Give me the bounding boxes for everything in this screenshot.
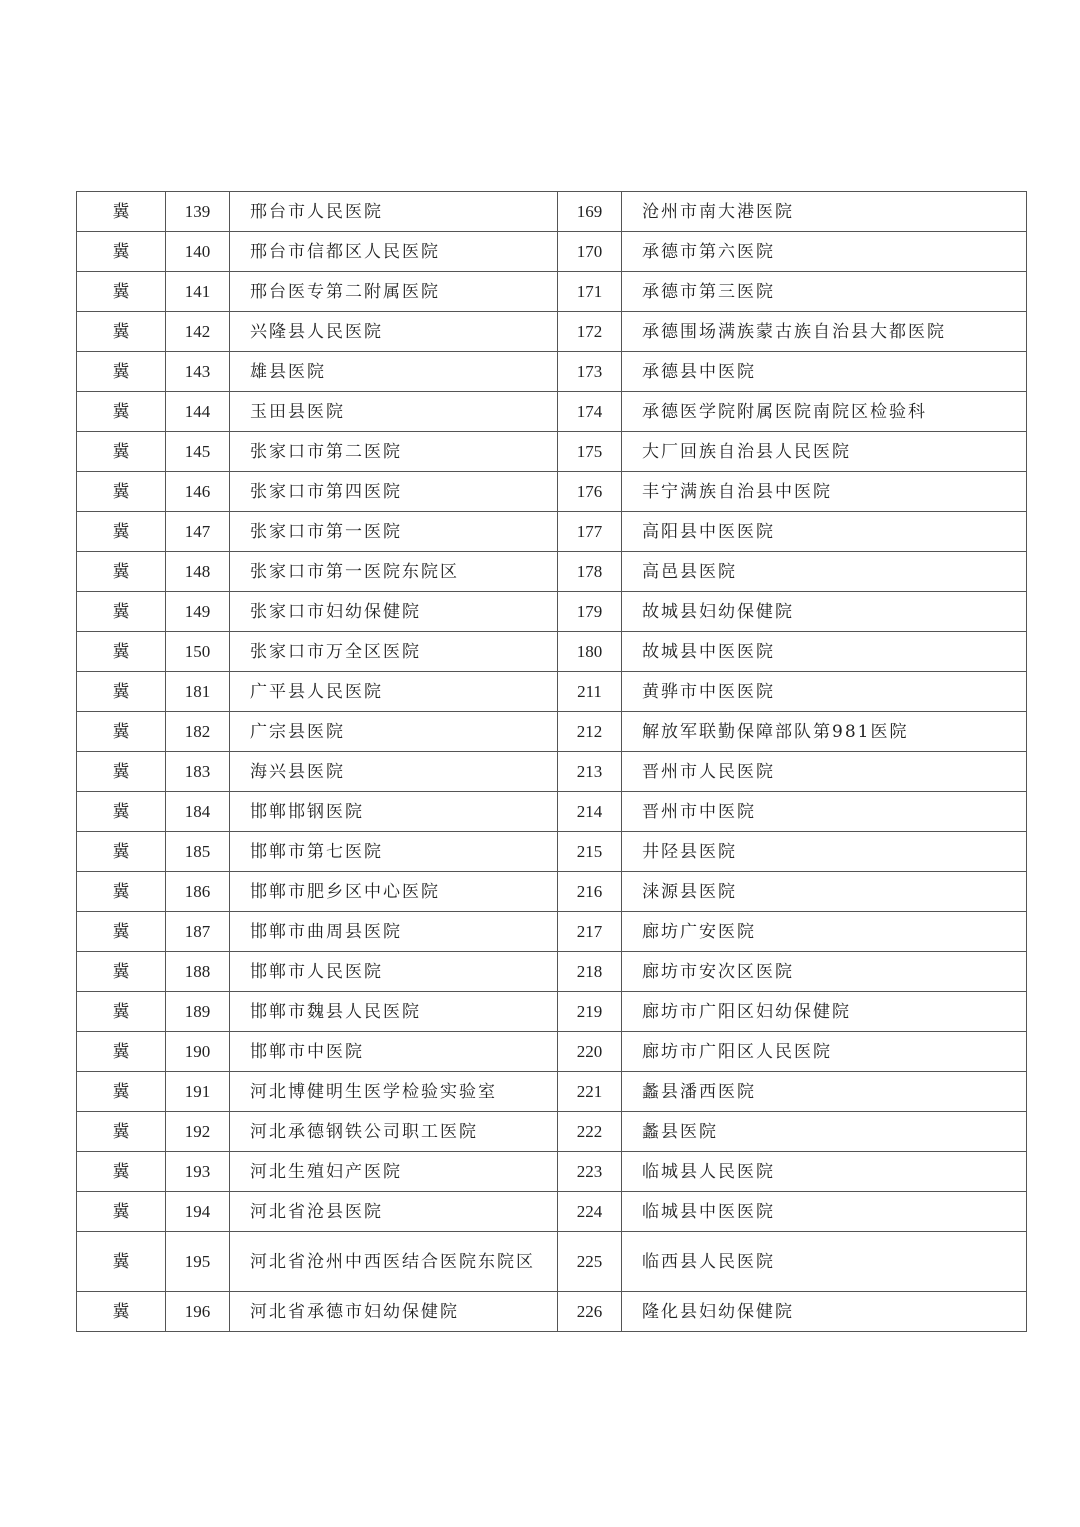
left-number-cell: 142	[166, 312, 230, 352]
right-number-cell: 220	[558, 1032, 622, 1072]
right-hospital-name-cell: 隆化县妇幼保健院	[622, 1292, 1027, 1332]
left-hospital-name-cell: 邯郸市人民医院	[230, 952, 558, 992]
province-cell: 冀	[77, 1292, 166, 1332]
right-hospital-name-cell: 解放军联勤保障部队第981医院	[622, 712, 1027, 752]
table-row	[77, 952, 1027, 992]
left-number-cell: 181	[166, 672, 230, 712]
left-number-cell: 195	[166, 1232, 230, 1292]
left-hospital-name-cell: 邯郸市中医院	[230, 1032, 558, 1072]
left-hospital-name-cell: 张家口市第一医院	[230, 512, 558, 552]
left-hospital-name-cell: 邢台市信都区人民医院	[230, 232, 558, 272]
left-hospital-name-cell: 河北承德钢铁公司职工医院	[230, 1112, 558, 1152]
right-hospital-name-cell: 蠡县潘西医院	[622, 1072, 1027, 1112]
province-cell: 冀	[77, 1112, 166, 1152]
left-hospital-name-cell: 海兴县医院	[230, 752, 558, 792]
left-number-cell: 185	[166, 832, 230, 872]
table-row	[77, 672, 1027, 712]
left-hospital-name-cell: 邯郸市魏县人民医院	[230, 992, 558, 1032]
left-number-cell: 145	[166, 432, 230, 472]
right-number-cell: 177	[558, 512, 622, 552]
right-hospital-name-cell: 承德县中医院	[622, 352, 1027, 392]
right-hospital-name-cell: 沧州市南大港医院	[622, 192, 1027, 232]
left-number-cell: 192	[166, 1112, 230, 1152]
table-row	[77, 872, 1027, 912]
left-number-cell: 141	[166, 272, 230, 312]
left-hospital-name-cell: 张家口市第一医院东院区	[230, 552, 558, 592]
province-cell: 冀	[77, 392, 166, 432]
left-number-cell: 149	[166, 592, 230, 632]
right-number-cell: 171	[558, 272, 622, 312]
left-hospital-name-cell: 河北博健明生医学检验实验室	[230, 1072, 558, 1112]
left-number-cell: 147	[166, 512, 230, 552]
table-row	[77, 1072, 1027, 1112]
right-hospital-name-cell: 黄骅市中医医院	[622, 672, 1027, 712]
left-number-cell: 182	[166, 712, 230, 752]
province-cell: 冀	[77, 1032, 166, 1072]
right-hospital-name-cell: 廊坊市广阳区妇幼保健院	[622, 992, 1027, 1032]
right-hospital-name-cell: 廊坊市安次区医院	[622, 952, 1027, 992]
province-cell: 冀	[77, 1232, 166, 1292]
province-cell: 冀	[77, 512, 166, 552]
right-number-cell: 222	[558, 1112, 622, 1152]
left-number-cell: 194	[166, 1192, 230, 1232]
left-number-cell: 139	[166, 192, 230, 232]
right-hospital-name-cell: 井陉县医院	[622, 832, 1027, 872]
right-number-cell: 176	[558, 472, 622, 512]
left-hospital-name-cell: 雄县医院	[230, 352, 558, 392]
right-number-cell: 225	[558, 1232, 622, 1292]
right-hospital-name-cell: 廊坊广安医院	[622, 912, 1027, 952]
right-hospital-name-cell: 临城县人民医院	[622, 1152, 1027, 1192]
left-number-cell: 196	[166, 1292, 230, 1332]
province-cell: 冀	[77, 752, 166, 792]
province-cell: 冀	[77, 672, 166, 712]
province-cell: 冀	[77, 1152, 166, 1192]
table-row	[77, 512, 1027, 552]
right-hospital-name-cell: 廊坊市广阳区人民医院	[622, 1032, 1027, 1072]
left-number-cell: 190	[166, 1032, 230, 1072]
table-row	[77, 792, 1027, 832]
left-hospital-name-cell: 张家口市第二医院	[230, 432, 558, 472]
left-number-cell: 183	[166, 752, 230, 792]
right-number-cell: 213	[558, 752, 622, 792]
right-number-cell: 215	[558, 832, 622, 872]
table-row	[77, 632, 1027, 672]
left-hospital-name-cell: 河北省承德市妇幼保健院	[230, 1292, 558, 1332]
right-number-cell: 175	[558, 432, 622, 472]
right-number-cell: 223	[558, 1152, 622, 1192]
province-cell: 冀	[77, 472, 166, 512]
left-number-cell: 144	[166, 392, 230, 432]
right-hospital-name-cell: 承德市第六医院	[622, 232, 1027, 272]
hospital-list-table	[76, 191, 1027, 1332]
table-row	[77, 1192, 1027, 1232]
right-hospital-name-cell: 承德市第三医院	[622, 272, 1027, 312]
left-number-cell: 148	[166, 552, 230, 592]
province-cell: 冀	[77, 1192, 166, 1232]
right-hospital-name-cell: 承德围场满族蒙古族自治县大都医院	[622, 312, 1027, 352]
left-hospital-name-cell: 邯郸市第七医院	[230, 832, 558, 872]
table-row	[77, 232, 1027, 272]
left-hospital-name-cell: 玉田县医院	[230, 392, 558, 432]
table-row	[77, 192, 1027, 232]
table-row	[77, 712, 1027, 752]
province-cell: 冀	[77, 592, 166, 632]
left-hospital-name-cell: 河北省沧县医院	[230, 1192, 558, 1232]
left-number-cell: 143	[166, 352, 230, 392]
province-cell: 冀	[77, 712, 166, 752]
left-number-cell: 150	[166, 632, 230, 672]
province-cell: 冀	[77, 792, 166, 832]
right-number-cell: 211	[558, 672, 622, 712]
left-number-cell: 188	[166, 952, 230, 992]
table-row	[77, 1112, 1027, 1152]
province-cell: 冀	[77, 632, 166, 672]
right-hospital-name-cell: 临城县中医医院	[622, 1192, 1027, 1232]
right-number-cell: 212	[558, 712, 622, 752]
table-row	[77, 832, 1027, 872]
left-hospital-name-cell: 邢台医专第二附属医院	[230, 272, 558, 312]
province-cell: 冀	[77, 552, 166, 592]
table-row	[77, 352, 1027, 392]
province-cell: 冀	[77, 352, 166, 392]
right-hospital-name-cell: 晋州市中医院	[622, 792, 1027, 832]
table-row	[77, 472, 1027, 512]
province-cell: 冀	[77, 312, 166, 352]
left-number-cell: 189	[166, 992, 230, 1032]
right-hospital-name-cell: 临西县人民医院	[622, 1232, 1027, 1292]
table-row	[77, 1292, 1027, 1332]
right-number-cell: 224	[558, 1192, 622, 1232]
left-hospital-name-cell: 邯郸市肥乡区中心医院	[230, 872, 558, 912]
right-number-cell: 179	[558, 592, 622, 632]
right-number-cell: 173	[558, 352, 622, 392]
table-row	[77, 912, 1027, 952]
right-number-cell: 178	[558, 552, 622, 592]
right-number-cell: 214	[558, 792, 622, 832]
table-row	[77, 432, 1027, 472]
province-cell: 冀	[77, 1072, 166, 1112]
table-row	[77, 272, 1027, 312]
table-row	[77, 1032, 1027, 1072]
table-row	[77, 552, 1027, 592]
right-hospital-name-cell: 承德医学院附属医院南院区检验科	[622, 392, 1027, 432]
left-number-cell: 146	[166, 472, 230, 512]
right-hospital-name-cell: 大厂回族自治县人民医院	[622, 432, 1027, 472]
left-number-cell: 187	[166, 912, 230, 952]
right-number-cell: 216	[558, 872, 622, 912]
left-number-cell: 191	[166, 1072, 230, 1112]
province-cell: 冀	[77, 832, 166, 872]
table-row	[77, 392, 1027, 432]
table-row	[77, 992, 1027, 1032]
left-hospital-name-cell: 张家口市妇幼保健院	[230, 592, 558, 632]
left-hospital-name-cell: 邢台市人民医院	[230, 192, 558, 232]
right-number-cell: 169	[558, 192, 622, 232]
left-number-cell: 186	[166, 872, 230, 912]
left-number-cell: 140	[166, 232, 230, 272]
province-cell: 冀	[77, 952, 166, 992]
right-number-cell: 170	[558, 232, 622, 272]
right-hospital-name-cell: 涞源县医院	[622, 872, 1027, 912]
right-number-cell: 218	[558, 952, 622, 992]
right-number-cell: 174	[558, 392, 622, 432]
right-hospital-name-cell: 故城县妇幼保健院	[622, 592, 1027, 632]
left-hospital-name-cell: 河北生殖妇产医院	[230, 1152, 558, 1192]
province-cell: 冀	[77, 272, 166, 312]
right-number-cell: 219	[558, 992, 622, 1032]
right-number-cell: 217	[558, 912, 622, 952]
right-number-cell: 180	[558, 632, 622, 672]
right-hospital-name-cell: 高阳县中医医院	[622, 512, 1027, 552]
left-number-cell: 193	[166, 1152, 230, 1192]
province-cell: 冀	[77, 872, 166, 912]
right-number-cell: 221	[558, 1072, 622, 1112]
province-cell: 冀	[77, 912, 166, 952]
table-body	[77, 192, 1027, 1332]
province-cell: 冀	[77, 232, 166, 272]
table-row	[77, 592, 1027, 632]
province-cell: 冀	[77, 192, 166, 232]
table-row	[77, 752, 1027, 792]
left-hospital-name-cell: 广宗县医院	[230, 712, 558, 752]
right-number-cell: 172	[558, 312, 622, 352]
right-hospital-name-cell: 丰宁满族自治县中医院	[622, 472, 1027, 512]
table-row	[77, 1232, 1027, 1292]
left-hospital-name-cell: 兴隆县人民医院	[230, 312, 558, 352]
table-row	[77, 312, 1027, 352]
right-hospital-name-cell: 故城县中医医院	[622, 632, 1027, 672]
province-cell: 冀	[77, 432, 166, 472]
left-hospital-name-cell: 张家口市万全区医院	[230, 632, 558, 672]
right-hospital-name-cell: 高邑县医院	[622, 552, 1027, 592]
left-hospital-name-cell: 张家口市第四医院	[230, 472, 558, 512]
left-hospital-name-cell: 邯郸市曲周县医院	[230, 912, 558, 952]
table-row	[77, 1152, 1027, 1192]
right-hospital-name-cell: 晋州市人民医院	[622, 752, 1027, 792]
left-number-cell: 184	[166, 792, 230, 832]
right-number-cell: 226	[558, 1292, 622, 1332]
left-hospital-name-cell: 广平县人民医院	[230, 672, 558, 712]
province-cell: 冀	[77, 992, 166, 1032]
right-hospital-name-cell: 蠡县医院	[622, 1112, 1027, 1152]
left-hospital-name-cell: 邯郸邯钢医院	[230, 792, 558, 832]
left-hospital-name-cell: 河北省沧州中西医结合医院东院区	[230, 1232, 558, 1292]
